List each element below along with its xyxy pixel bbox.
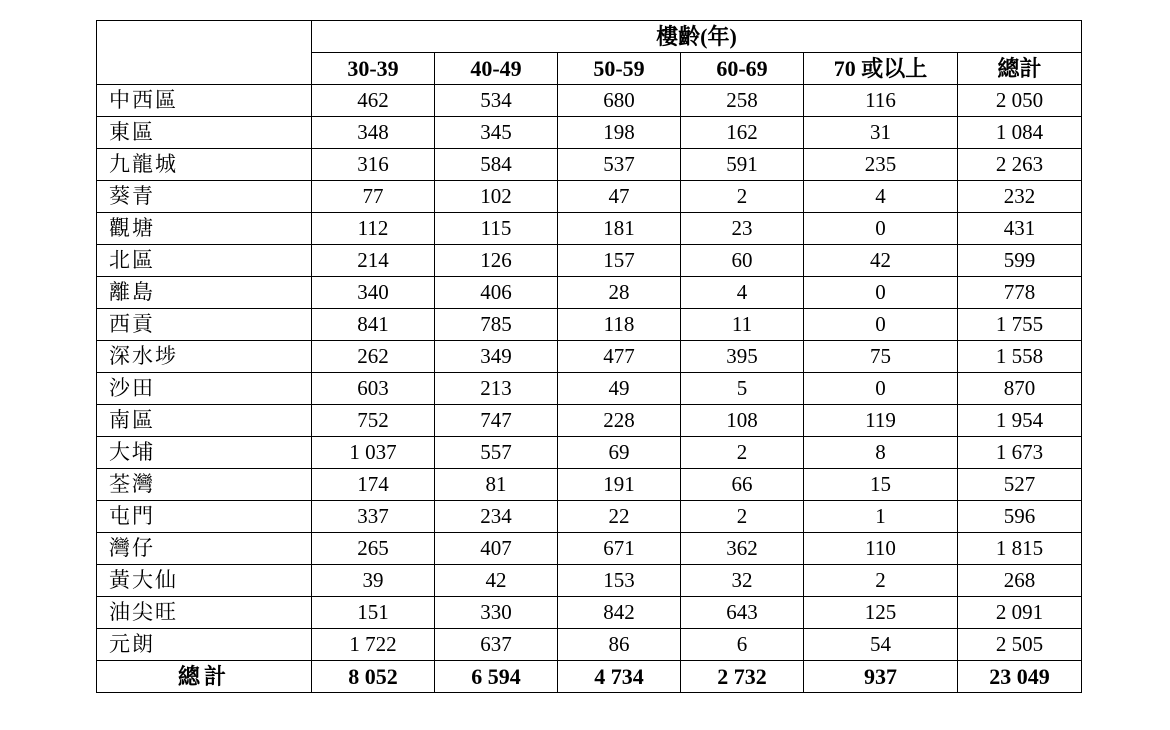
table-cell: 258 [681, 85, 804, 117]
district-name: 深水埗 [97, 341, 312, 373]
row-total-cell: 596 [958, 501, 1082, 533]
table-cell: 42 [804, 245, 958, 277]
total-cell: 8 052 [312, 661, 435, 693]
table-cell: 108 [681, 405, 804, 437]
row-total-cell: 2 091 [958, 597, 1082, 629]
table-cell: 31 [804, 117, 958, 149]
table-cell: 2 [681, 501, 804, 533]
table-cell: 348 [312, 117, 435, 149]
table-cell: 477 [558, 341, 681, 373]
table-cell: 0 [804, 309, 958, 341]
row-total-cell: 2 263 [958, 149, 1082, 181]
table-cell: 2 [681, 181, 804, 213]
table-cell: 0 [804, 213, 958, 245]
total-cell: 2 732 [681, 661, 804, 693]
table-row [97, 373, 1082, 405]
table-cell: 49 [558, 373, 681, 405]
table-cell: 603 [312, 373, 435, 405]
table-cell: 406 [435, 277, 558, 309]
table-cell: 316 [312, 149, 435, 181]
table-cell: 395 [681, 341, 804, 373]
table-row [97, 501, 1082, 533]
district-name: 荃灣 [97, 469, 312, 501]
table-cell: 151 [312, 597, 435, 629]
row-total-cell: 870 [958, 373, 1082, 405]
table-cell: 47 [558, 181, 681, 213]
district-name: 中西區 [97, 85, 312, 117]
table-row [97, 181, 1082, 213]
table-cell: 110 [804, 533, 958, 565]
group-header-row [97, 21, 1082, 53]
table-cell: 842 [558, 597, 681, 629]
district-name: 屯門 [97, 501, 312, 533]
table-cell: 39 [312, 565, 435, 597]
district-name: 黃大仙 [97, 565, 312, 597]
row-total-cell: 778 [958, 277, 1082, 309]
table-cell: 637 [435, 629, 558, 661]
row-total-cell: 1 815 [958, 533, 1082, 565]
table-cell: 841 [312, 309, 435, 341]
table-cell: 4 [804, 181, 958, 213]
total-cell: 937 [804, 661, 958, 693]
table-cell: 8 [804, 437, 958, 469]
table-cell: 75 [804, 341, 958, 373]
row-total-cell: 1 954 [958, 405, 1082, 437]
column-header: 70 或以上 [804, 53, 958, 85]
table-row [97, 405, 1082, 437]
row-total-cell: 1 673 [958, 437, 1082, 469]
table-cell: 81 [435, 469, 558, 501]
building-age-table [96, 20, 1082, 693]
table-cell: 69 [558, 437, 681, 469]
table-cell: 32 [681, 565, 804, 597]
table-cell: 86 [558, 629, 681, 661]
district-name: 沙田 [97, 373, 312, 405]
table-row [97, 469, 1082, 501]
district-name: 元朗 [97, 629, 312, 661]
table-cell: 102 [435, 181, 558, 213]
table-cell: 671 [558, 533, 681, 565]
table-row [97, 341, 1082, 373]
total-row [97, 661, 1082, 693]
row-total-cell: 1 755 [958, 309, 1082, 341]
table-cell: 557 [435, 437, 558, 469]
table-cell: 349 [435, 341, 558, 373]
table-cell: 265 [312, 533, 435, 565]
table-cell: 125 [804, 597, 958, 629]
table-cell: 54 [804, 629, 958, 661]
total-cell: 23 049 [958, 661, 1082, 693]
table-cell: 1 722 [312, 629, 435, 661]
table-cell: 537 [558, 149, 681, 181]
total-cell: 4 734 [558, 661, 681, 693]
table-cell: 28 [558, 277, 681, 309]
table-cell: 126 [435, 245, 558, 277]
table-cell: 462 [312, 85, 435, 117]
district-name: 九龍城 [97, 149, 312, 181]
row-total-cell: 232 [958, 181, 1082, 213]
table-cell: 157 [558, 245, 681, 277]
table-cell: 407 [435, 533, 558, 565]
table-cell: 643 [681, 597, 804, 629]
table-row [97, 213, 1082, 245]
table-cell: 191 [558, 469, 681, 501]
row-total-cell: 2 505 [958, 629, 1082, 661]
row-total-cell: 2 050 [958, 85, 1082, 117]
table-row [97, 85, 1082, 117]
table-cell: 162 [681, 117, 804, 149]
table-body [97, 85, 1082, 693]
table-cell: 181 [558, 213, 681, 245]
table-cell: 153 [558, 565, 681, 597]
building-age-header: 樓齡(年) [312, 21, 1082, 53]
district-name: 觀塘 [97, 213, 312, 245]
table-cell: 66 [681, 469, 804, 501]
district-name: 灣仔 [97, 533, 312, 565]
table-cell: 345 [435, 117, 558, 149]
row-total-cell: 1 558 [958, 341, 1082, 373]
table-cell: 1 037 [312, 437, 435, 469]
table-cell: 235 [804, 149, 958, 181]
table-row [97, 149, 1082, 181]
table-cell: 2 [804, 565, 958, 597]
district-name: 東區 [97, 117, 312, 149]
column-header: 總計 [958, 53, 1082, 85]
table-cell: 174 [312, 469, 435, 501]
table-cell: 0 [804, 373, 958, 405]
table-cell: 198 [558, 117, 681, 149]
row-total-cell: 268 [958, 565, 1082, 597]
row-total-cell: 527 [958, 469, 1082, 501]
column-header: 60-69 [681, 53, 804, 85]
table-cell: 584 [435, 149, 558, 181]
corner-cell [97, 21, 312, 85]
table-cell: 60 [681, 245, 804, 277]
table-cell: 119 [804, 405, 958, 437]
table-row [97, 597, 1082, 629]
table-row [97, 437, 1082, 469]
table-cell: 11 [681, 309, 804, 341]
table-cell: 747 [435, 405, 558, 437]
table-row [97, 245, 1082, 277]
table-cell: 77 [312, 181, 435, 213]
table-cell: 112 [312, 213, 435, 245]
district-name: 大埔 [97, 437, 312, 469]
row-total-cell: 599 [958, 245, 1082, 277]
table-row [97, 309, 1082, 341]
row-total-cell: 1 084 [958, 117, 1082, 149]
table-cell: 534 [435, 85, 558, 117]
district-name: 北區 [97, 245, 312, 277]
district-name: 西貢 [97, 309, 312, 341]
table-cell: 785 [435, 309, 558, 341]
table-cell: 214 [312, 245, 435, 277]
column-header: 30-39 [312, 53, 435, 85]
table-cell: 22 [558, 501, 681, 533]
table-cell: 1 [804, 501, 958, 533]
table-cell: 337 [312, 501, 435, 533]
table-cell: 115 [435, 213, 558, 245]
table-cell: 340 [312, 277, 435, 309]
table-cell: 42 [435, 565, 558, 597]
table-row [97, 277, 1082, 309]
table-cell: 2 [681, 437, 804, 469]
column-header: 50-59 [558, 53, 681, 85]
table-cell: 6 [681, 629, 804, 661]
table-cell: 0 [804, 277, 958, 309]
table-cell: 362 [681, 533, 804, 565]
table-cell: 23 [681, 213, 804, 245]
table-cell: 118 [558, 309, 681, 341]
table-cell: 752 [312, 405, 435, 437]
table-cell: 591 [681, 149, 804, 181]
table-cell: 680 [558, 85, 681, 117]
table-row [97, 565, 1082, 597]
district-name: 油尖旺 [97, 597, 312, 629]
table-cell: 5 [681, 373, 804, 405]
table-cell: 116 [804, 85, 958, 117]
district-name: 離島 [97, 277, 312, 309]
district-name: 南區 [97, 405, 312, 437]
table-row [97, 629, 1082, 661]
column-header: 40-49 [435, 53, 558, 85]
table-row [97, 533, 1082, 565]
table-cell: 4 [681, 277, 804, 309]
table-cell: 330 [435, 597, 558, 629]
table-cell: 262 [312, 341, 435, 373]
total-label: 總計 [97, 661, 312, 693]
row-total-cell: 431 [958, 213, 1082, 245]
table-cell: 15 [804, 469, 958, 501]
table-row [97, 117, 1082, 149]
table-cell: 228 [558, 405, 681, 437]
district-name: 葵青 [97, 181, 312, 213]
total-cell: 6 594 [435, 661, 558, 693]
table-cell: 213 [435, 373, 558, 405]
table-cell: 234 [435, 501, 558, 533]
